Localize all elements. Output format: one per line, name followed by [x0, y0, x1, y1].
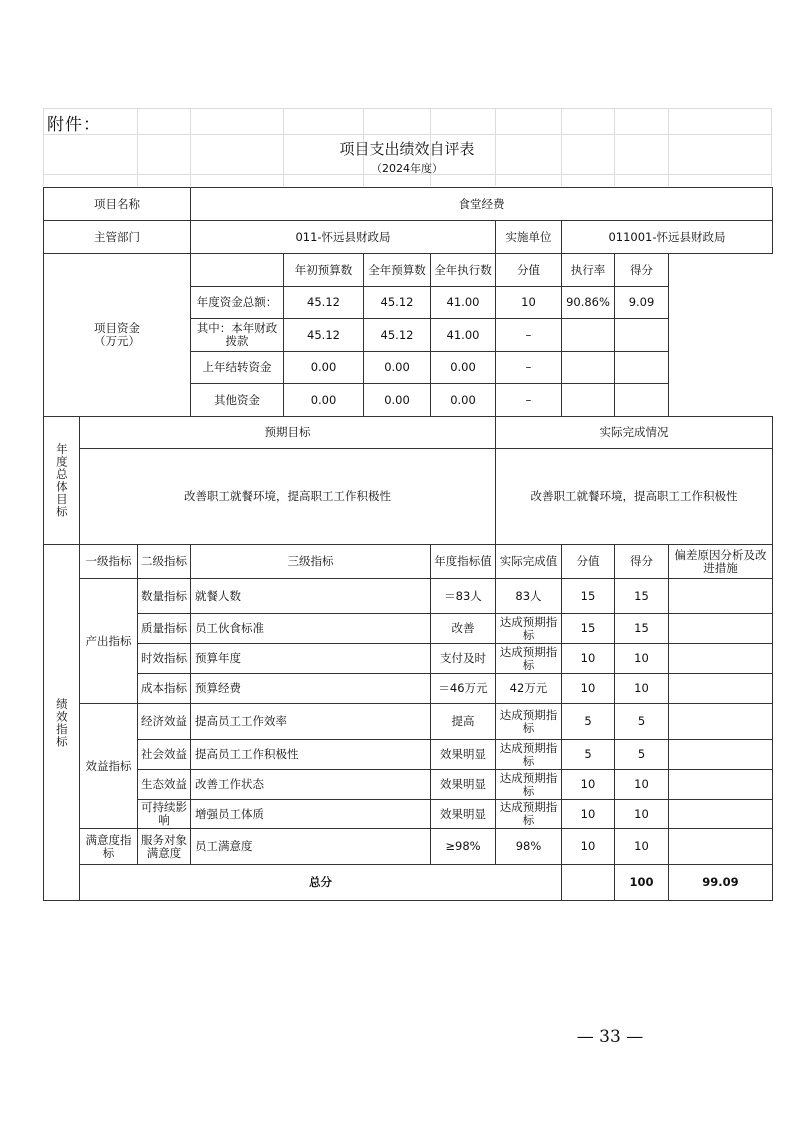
actual-cell: 42万元: [496, 674, 562, 704]
total-got: 99.09: [669, 865, 773, 901]
indicator-row: [44, 704, 773, 740]
goals-label: 年度总体目标: [44, 417, 80, 545]
level2-cell: 经济效益: [138, 704, 191, 740]
indicator-header: 实际完成值: [496, 545, 562, 579]
funds-cell: [615, 384, 669, 417]
funds-cell: –: [496, 319, 562, 352]
score-cell: 5: [562, 740, 615, 770]
funds-cell: 41.00: [431, 287, 496, 319]
indicator-header: 偏差原因分析及改进措施: [669, 545, 773, 579]
level1-benefit: 效益指标: [80, 704, 138, 829]
unit-value: 011001-怀远县财政局: [562, 221, 773, 254]
score-cell: 10: [562, 800, 615, 829]
note-cell: [669, 770, 773, 800]
funds-header-row: [44, 254, 773, 287]
total-row: [44, 865, 773, 901]
note-cell: [669, 614, 773, 644]
total-label: 总分: [80, 865, 562, 901]
funds-cell: 9.09: [615, 287, 669, 319]
score-cell: 5: [562, 704, 615, 740]
got-cell: 10: [615, 829, 669, 865]
score-cell: 15: [562, 579, 615, 614]
funds-cell: 41.00: [431, 319, 496, 352]
grid-line: [43, 134, 771, 135]
funds-header: 年初预算数: [284, 254, 364, 287]
note-cell: [669, 704, 773, 740]
page-number: — 33 —: [576, 1027, 644, 1047]
level3-cell: 增强员工体质: [191, 800, 431, 829]
note-cell: [669, 829, 773, 865]
goals-expected: 改善职工就餐环境，提高职工工作积极性: [80, 449, 496, 545]
goals-header-row: [44, 417, 773, 449]
level3-cell: 员工满意度: [191, 829, 431, 865]
goals-expected-header: 预期目标: [80, 417, 496, 449]
target-cell: ≥98%: [431, 829, 496, 865]
funds-cell: 90.86%: [562, 287, 615, 319]
note-cell: [669, 740, 773, 770]
indicators-header-row: [44, 545, 773, 579]
level2-cell: 可持续影响: [138, 800, 191, 829]
funds-row-label: 其他资金: [191, 384, 284, 417]
dept-value: 011-怀远县财政局: [191, 221, 496, 254]
level3-cell: 改善工作状态: [191, 770, 431, 800]
page-title: 项目支出绩效自评表: [339, 140, 475, 158]
got-cell: 10: [615, 800, 669, 829]
actual-cell: 达成预期指标: [496, 704, 562, 740]
got-cell: 15: [615, 614, 669, 644]
target-cell: ＝46万元: [431, 674, 496, 704]
score-cell: 15: [562, 614, 615, 644]
grid-line: [771, 108, 772, 186]
total-score: 100: [615, 865, 669, 901]
page-subtitle: （2024年度）: [371, 162, 443, 175]
note-cell: [669, 800, 773, 829]
target-cell: 支付及时: [431, 644, 496, 674]
funds-header: 得分: [615, 254, 669, 287]
indicator-header: 三级指标: [191, 545, 431, 579]
funds-header: 分值: [496, 254, 562, 287]
indicator-row: [44, 829, 773, 865]
funds-cell: 0.00: [431, 384, 496, 417]
funds-cell: 45.12: [364, 287, 431, 319]
level1-output: 产出指标: [80, 579, 138, 704]
funds-row-label: 上年结转资金: [191, 352, 284, 384]
attachment-label: 附件：: [47, 115, 101, 135]
actual-cell: 达成预期指标: [496, 770, 562, 800]
indicator-header: 得分: [615, 545, 669, 579]
level3-cell: 提高员工工作效率: [191, 704, 431, 740]
goals-actual: 改善职工就餐环境，提高职工工作积极性: [496, 449, 773, 545]
funds-cell: 0.00: [431, 352, 496, 384]
score-cell: 10: [562, 674, 615, 704]
indicator-header: 一级指标: [80, 545, 138, 579]
actual-cell: 达成预期指标: [496, 614, 562, 644]
level2-cell: 社会效益: [138, 740, 191, 770]
funds-header-blank: [191, 254, 284, 287]
project-name-label: 项目名称: [44, 188, 191, 221]
funds-label: 项目资金 （万元）: [44, 254, 191, 417]
funds-cell: 10: [496, 287, 562, 319]
indicator-row: [44, 644, 773, 674]
funds-cell: –: [496, 352, 562, 384]
indicator-row: [44, 579, 773, 614]
level2-cell: 数量指标: [138, 579, 191, 614]
score-cell: 10: [562, 644, 615, 674]
target-cell: 改善: [431, 614, 496, 644]
score-cell: 10: [562, 770, 615, 800]
indicator-row: [44, 770, 773, 800]
performance-table: [43, 187, 773, 901]
got-cell: 10: [615, 674, 669, 704]
level3-cell: 预算年度: [191, 644, 431, 674]
funds-row-label: 年度资金总额：: [191, 287, 284, 319]
note-cell: [669, 579, 773, 614]
level2-cell: 成本指标: [138, 674, 191, 704]
indicators-label: 绩效指标: [44, 545, 80, 901]
goals-actual-header: 实际完成情况: [496, 417, 773, 449]
actual-cell: 98%: [496, 829, 562, 865]
target-cell: 效果明显: [431, 740, 496, 770]
target-cell: 效果明显: [431, 770, 496, 800]
funds-row-label: 其中：本年财政拨款: [191, 319, 284, 352]
note-cell: [669, 674, 773, 704]
target-cell: ＝83人: [431, 579, 496, 614]
level3-cell: 预算经费: [191, 674, 431, 704]
total-blank: [562, 865, 615, 901]
dept-label: 主管部门: [44, 221, 191, 254]
actual-cell: 达成预期指标: [496, 740, 562, 770]
department-row: [44, 221, 773, 254]
funds-cell: 0.00: [284, 352, 364, 384]
funds-cell: 0.00: [364, 352, 431, 384]
level2-cell: 生态效益: [138, 770, 191, 800]
funds-header: 执行率: [562, 254, 615, 287]
indicator-header: 年度指标值: [431, 545, 496, 579]
target-cell: 提高: [431, 704, 496, 740]
indicator-row: [44, 614, 773, 644]
got-cell: 10: [615, 770, 669, 800]
funds-cell: [562, 352, 615, 384]
indicator-row: [44, 674, 773, 704]
got-cell: 15: [615, 579, 669, 614]
level2-cell: 服务对象满意度: [138, 829, 191, 865]
indicator-row: [44, 800, 773, 829]
level1-satisfaction: 满意度指标: [80, 829, 138, 865]
project-name-row: [44, 188, 773, 221]
indicator-header: 分值: [562, 545, 615, 579]
funds-cell: 0.00: [364, 384, 431, 417]
target-cell: 效果明显: [431, 800, 496, 829]
funds-cell: 45.12: [364, 319, 431, 352]
funds-cell: [615, 319, 669, 352]
goals-content-row: [44, 449, 773, 545]
actual-cell: 达成预期指标: [496, 800, 562, 829]
funds-cell: –: [496, 384, 562, 417]
level2-cell: 时效指标: [138, 644, 191, 674]
level3-cell: 提高员工工作积极性: [191, 740, 431, 770]
got-cell: 5: [615, 740, 669, 770]
got-cell: 5: [615, 704, 669, 740]
funds-header: 全年预算数: [364, 254, 431, 287]
actual-cell: 83人: [496, 579, 562, 614]
actual-cell: 达成预期指标: [496, 644, 562, 674]
funds-cell: 0.00: [284, 384, 364, 417]
level2-cell: 质量指标: [138, 614, 191, 644]
score-cell: 10: [562, 829, 615, 865]
indicator-row: [44, 740, 773, 770]
level3-cell: 员工伙食标准: [191, 614, 431, 644]
funds-cell: [562, 384, 615, 417]
funds-cell: [615, 352, 669, 384]
level3-cell: 就餐人数: [191, 579, 431, 614]
indicator-header: 二级指标: [138, 545, 191, 579]
funds-cell: [562, 319, 615, 352]
got-cell: 10: [615, 644, 669, 674]
funds-cell: 45.12: [284, 319, 364, 352]
funds-cell: 45.12: [284, 287, 364, 319]
funds-header: 全年执行数: [431, 254, 496, 287]
note-cell: [669, 644, 773, 674]
project-name-value: 食堂经费: [191, 188, 773, 221]
unit-label: 实施单位: [496, 221, 562, 254]
grid-line: [43, 108, 771, 109]
